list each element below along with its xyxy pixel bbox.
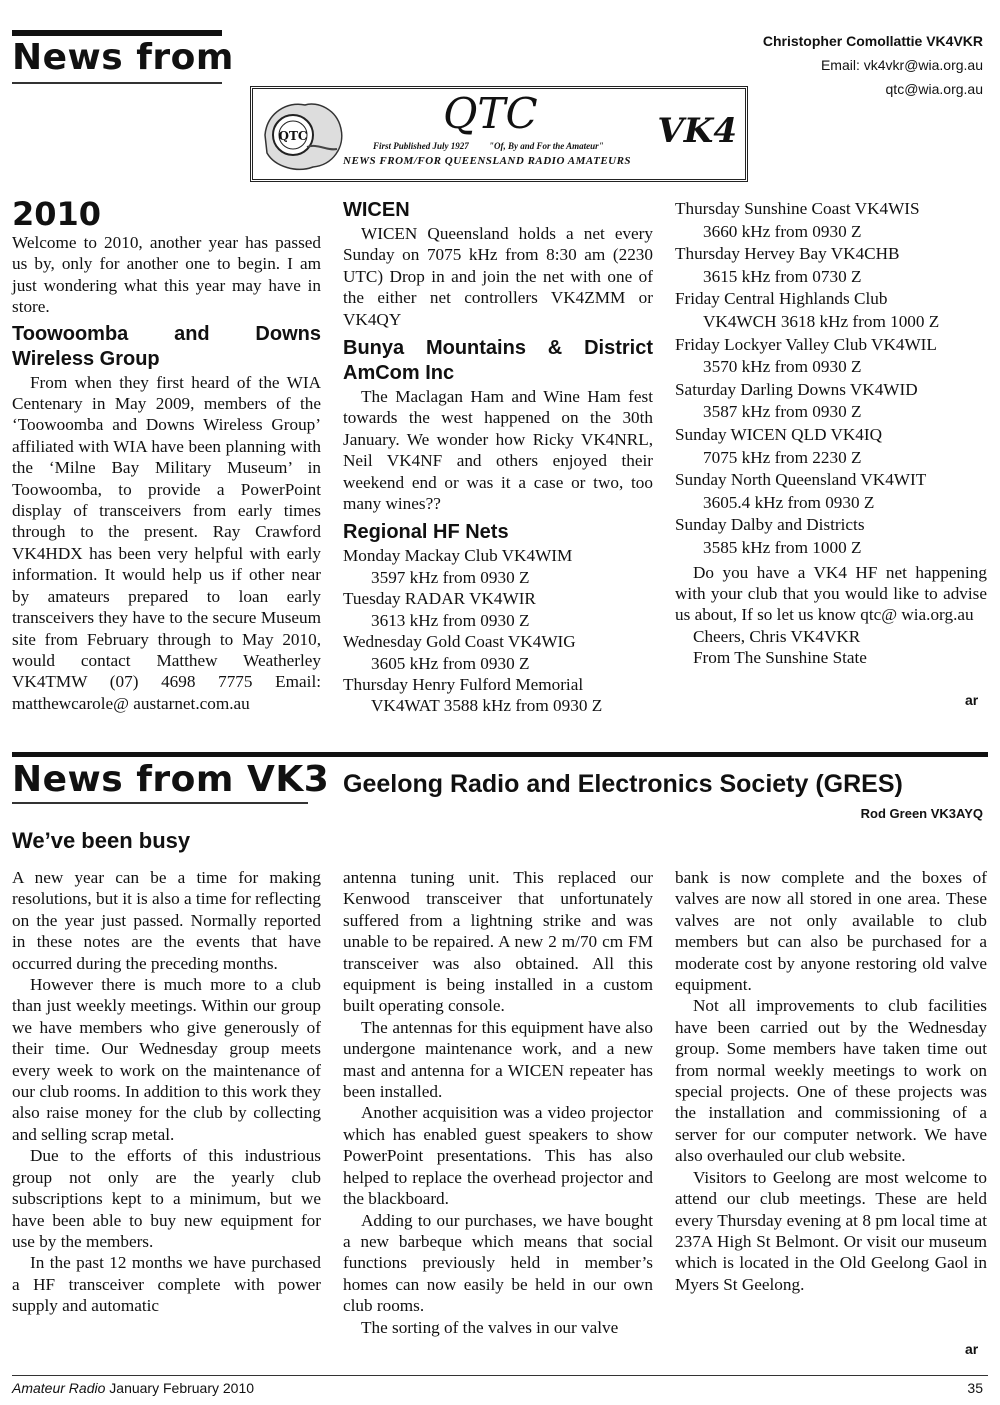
vk3-club-name: Geelong Radio and Electronics Society (GRES) xyxy=(343,770,903,798)
vk4-column-3 xyxy=(675,198,987,669)
end-mark-vk3: ar xyxy=(965,1341,979,1357)
vk3-paragraph: antenna tuning unit. This replaced our Kenwood transceiver that unfortunately suffered from a lightning strike and was unable to be repaired. A new 2 m/70 cm FM transceiver was also obtained. All this equipment is being installed in a custom built operating console. xyxy=(343,868,653,1016)
toowoomba-paragraph: From when they first heard of the WIA Centenary in May 2009, members of the ‘Toowoomba and Downs Wireless Group’ affiliated with WIA have been planning with the ‘Milne Bay Military Museum’ in Toowoomba, to provide a PowerPoint display of transceivers from early times through to the present. Ray Crawford VK4HDX has been very helpful with early information. It would help us if other near by amateurs prepared to loan early transceivers they have to the secure Museum site from February through to May 2010, would contact Matthew Weatherley VK4TMW (07) 4698 7775 Email: matthewcarole@ austarnet.com.au xyxy=(12,372,321,713)
list-item: Friday Central Highlands Club VK4WCH 3618 kHz from 1000 Z xyxy=(675,289,940,331)
signoff-cheers: Cheers, Chris VK4VKR xyxy=(693,626,861,646)
vk3-author: Rod Green VK3AYQ xyxy=(860,806,983,821)
vk3-paragraph: In the past 12 months we have purchased a HF transceiver complete with power supply and automatic xyxy=(12,1253,321,1316)
list-item: Thursday Hervey Bay VK4CHB 3615 kHz from 0730 Z xyxy=(675,244,900,286)
footer-rule xyxy=(12,1375,988,1376)
author-name: Christopher Comollattie VK4VKR xyxy=(762,33,983,49)
wicen-paragraph: WICEN Queensland holds a net every Sunday on 7075 kHz from 8:30 am (2230 UTC) Drop in and join the net with one of the either net controllers VK4ZMM or VK4QY xyxy=(343,224,653,329)
qtc-logo-title: QTC xyxy=(443,89,538,138)
list-item: Thursday Sunshine Coast VK4WIS 3660 kHz from 0930 Z xyxy=(675,199,920,241)
section-heading-2010: 2010 xyxy=(12,195,102,233)
subheading-hf-nets: Regional HF Nets xyxy=(343,521,509,544)
vk3-column-3 xyxy=(675,867,987,1295)
vk3-paragraph: Due to the efforts of this industrious group not only are the yearly club subscriptions kept to a minimum, but we have been able to buy new equipment for use by the members. xyxy=(12,1146,321,1251)
list-item: Thursday Henry Fulford Memorial VK4WAT 3588 kHz from 0930 Z xyxy=(343,674,603,716)
publication-issue: January February 2010 xyxy=(109,1380,255,1396)
qtc-tagline-first: First Published July 1927 xyxy=(373,141,469,151)
net-invite-paragraph: Do you have a VK4 HF net happening with your club that you would like to advise us about, If so let us know qtc@ wia.org.au xyxy=(675,562,987,625)
publication-name: Amateur Radio xyxy=(12,1380,106,1396)
list-item: Tuesday RADAR VK4WIR 3613 kHz from 0930 Z xyxy=(343,589,536,630)
vk3-paragraph: Adding to our purchases, we have bought a new barbeque which means that social functions previously held in member’s homes can now easily be held in our own club rooms. xyxy=(343,1210,653,1316)
vk3-paragraph: Another acquisition was a video projector which has enabled guest speakers to show PowerPoint presentations. This has also helped to replace the overhead projector and the blackboard. xyxy=(343,1103,653,1209)
vk4-column-1 xyxy=(12,196,321,714)
intro-paragraph: Welcome to 2010, another year has passed us by, only for another one to begin. I am just wondering what this year may have in store. xyxy=(12,233,321,317)
list-item: Saturday Darling Downs VK4WID 3587 kHz from 0930 Z xyxy=(675,379,918,422)
list-item: Monday Mackay Club VK4WIM 3597 kHz from 0930 Z xyxy=(343,546,573,587)
vk3-top-rule xyxy=(12,752,988,757)
qtc-seal-icon xyxy=(257,95,347,175)
bunya-paragraph: The Maclagan Ham and Wine Ham fest towards the west happened on the 30th January. We wonder how Ricky VK4NRL, Neil VK4NF and others enjoyed their weekend end or was it a case or two, too many wines?? xyxy=(343,387,653,514)
net-list-b xyxy=(675,198,987,560)
vk3-paragraph: The sorting of the valves in our valve xyxy=(361,1317,619,1337)
end-mark-vk4: ar xyxy=(965,692,979,708)
vk3-column-2 xyxy=(343,867,653,1338)
page-number: 35 xyxy=(967,1380,983,1396)
list-item: Sunday North Queensland VK4WIT 3605.4 kHz from 0930 Z xyxy=(675,470,927,512)
list-item: Friday Lockyer Valley Club VK4WIL 3570 kHz from 0930 Z xyxy=(675,334,937,377)
signoff-location: From The Sunshine State xyxy=(693,648,867,668)
subheading-wicen: WICEN xyxy=(343,199,410,221)
vk3-paragraph: However there is much more to a club than just weekly meetings. Within our group we have members who give generously of their time. Our Wednesday group meets every week to work on the maintenance of our club rooms. In addition to this work they also raise money for the club by collecting and selling scrap metal. xyxy=(12,975,321,1144)
top-rule xyxy=(12,30,222,36)
list-item: Wednesday Gold Coast VK4WIG 3605 kHz from 0930 Z xyxy=(343,632,576,673)
qtc-region: VK4 xyxy=(657,111,737,151)
svg-text:QTC: QTC xyxy=(278,129,308,143)
vk3-column-1 xyxy=(12,867,321,1317)
subheading-toowoomba: Toowoomba and Downs Wireless Group xyxy=(12,322,321,370)
vk3-heading: We’ve been busy xyxy=(12,828,191,853)
qtc-masthead xyxy=(250,86,748,182)
vk3-title-underline xyxy=(12,802,308,804)
page-title: News from xyxy=(12,37,234,78)
footer-publication xyxy=(12,1380,254,1396)
vk3-paragraph: Visitors to Geelong are most welcome to attend our club meetings. These are held every Thursday evening at 8 pm local time at 237A High St Belmont. Or visit our museum which is located in the Old Geelong Gaol in Myers St Geelong. xyxy=(675,1167,987,1294)
vk4-column-2 xyxy=(343,198,653,717)
vk3-section-title: News from VK3 xyxy=(12,759,330,800)
net-list-a xyxy=(343,545,653,716)
vk3-paragraph: Not all improvements to club facilities have been carried out by the Wednesday group. Some members have taken time out from normal weekly meetings to work on special projects. One of these projects was the installation and commissioning of a server for our computer network. We have also overhauled our club website. xyxy=(675,996,987,1166)
title-underline xyxy=(12,82,222,84)
qtc-tagline-motto: "Of, By and For the Amateur" xyxy=(489,141,604,151)
qtc-email: qtc@wia.org.au xyxy=(885,81,983,97)
vk3-paragraph: A new year can be a time for making resolutions, but it is also a time for reflecting on the year just passed. Normally reported in these notes are the events that have occurred during the preceding months. xyxy=(12,868,321,973)
subheading-bunya: Bunya Mountains & District AmCom Inc xyxy=(343,337,653,385)
vk3-paragraph: bank is now complete and the boxes of valves are now all stored in one area. These valves are not only available to club members but can also be purchased for a moderate cost by anyone restoring old valve equipment. xyxy=(675,868,987,995)
author-email: Email: vk4vkr@wia.org.au xyxy=(820,57,983,73)
qtc-subtitle: NEWS FROM/FOR QUEENSLAND RADIO AMATEURS xyxy=(343,155,632,167)
vk3-paragraph: The antennas for this equipment have also undergone maintenance work, and a new mast and antenna for a WICEN repeater has been installed. xyxy=(343,1017,653,1102)
list-item: Sunday WICEN QLD VK4IQ 7075 kHz from 2230 Z xyxy=(675,424,883,467)
list-item: Sunday Dalby and Districts 3585 kHz from 1000 Z xyxy=(675,515,865,557)
